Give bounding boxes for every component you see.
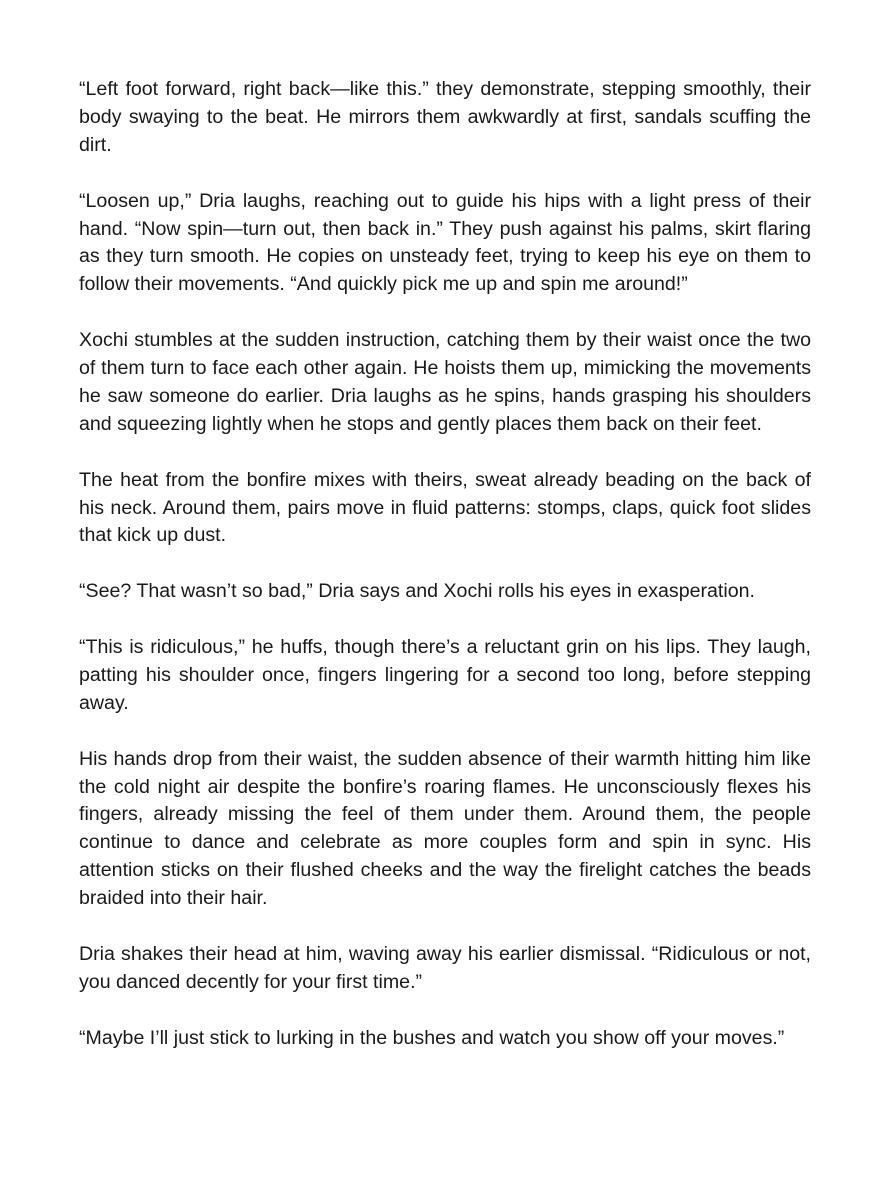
- paragraph: Dria shakes their head at him, waving away his earlier dismissal. “Ridiculous or not, you danced decently for your first time.”: [79, 942, 811, 993]
- paragraph: “Maybe I’ll just stick to lurking in the bushes and watch you show off your moves.”: [79, 1026, 785, 1049]
- paragraph: Xochi stumbles at the sudden instruction, catching them by their waist once the two of them turn to face each other again. He hoists them up, mimicking the movements he saw someone do earlier. Dria laughs as he spins, hands grasping his shoulders and squeezing lightly when he stops and gently places them back on their feet.: [79, 329, 811, 435]
- document-body: [79, 76, 811, 1053]
- paragraph: The heat from the bonfire mixes with theirs, sweat already beading on the back of his neck. Around them, pairs move in fluid patterns: stomps, claps, quick foot slides that kick up dust.: [79, 468, 811, 547]
- paragraph: His hands drop from their waist, the sudden absence of their warmth hitting him like the cold night air despite the bonfire’s roaring flames. He unconsciously flexes his fingers, already missing the feel of them under them. Around them, the people continue to dance and celebrate as more couples form and spin in sync. His attention sticks on their flushed cheeks and the way the firelight catches the beads braided into their hair.: [79, 747, 811, 910]
- paragraph: “Loosen up,” Dria laughs, reaching out to guide his hips with a light press of their hand. “Now spin—turn out, then back in.” They push against his palms, skirt flaring as they turn smooth. He copies on unsteady feet, trying to keep his eye on them to follow their movements. “And quickly pick me up and spin me around!”: [79, 189, 811, 296]
- paragraph: “See? That wasn’t so bad,” Dria says and Xochi rolls his eyes in exasperation.: [79, 580, 755, 603]
- paragraph: “Left foot forward, right back—like this.” they demonstrate, stepping smoothly, their body swaying to the beat. He mirrors them awkwardly at first, sandals scuffing the dirt.: [79, 78, 811, 156]
- paragraph: “This is ridiculous,” he huffs, though there’s a reluctant grin on his lips. They laugh, patting his shoulder once, fingers lingering for a second too long, before stepping away.: [79, 636, 811, 714]
